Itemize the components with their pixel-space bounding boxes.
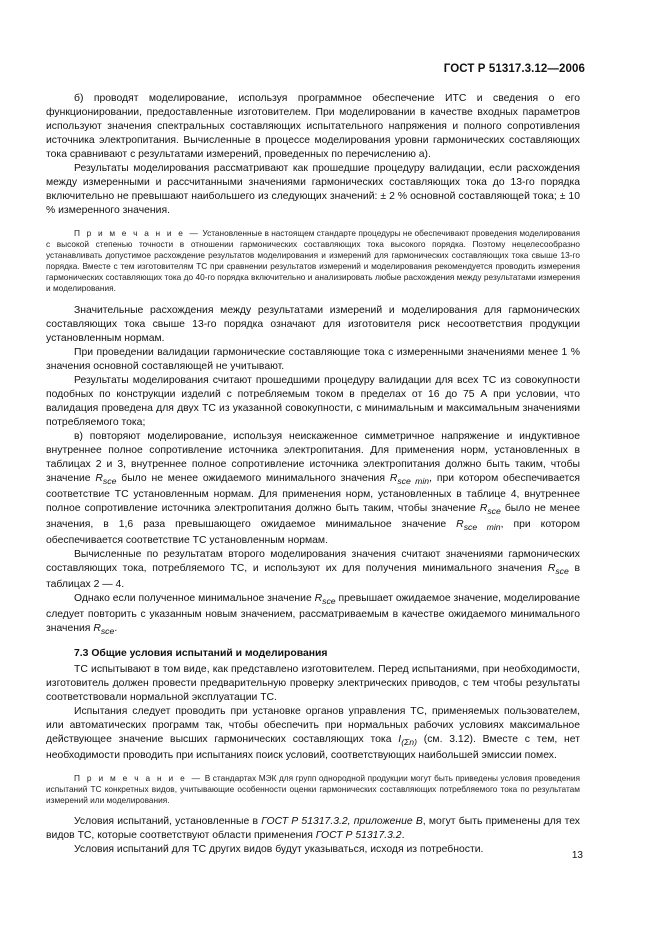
note-lead: П р и м е ч а н и е — — [74, 228, 201, 238]
paragraph: Результаты моделирования считают прошедшими процедуру валидации для всех ТС из совокупности подобных по конструкции изделий с потребляемым током в пределах от 16 до 75 А при условии, что валидация проведена для двух ТС из указанной совокупности, с минимальным и максимальным значениями потребляемого тока; — [46, 374, 580, 428]
document-number-header: ГОСТ Р 51317.3.12—2006 — [443, 63, 585, 75]
text-run: в таблицах 2 — 4. — [46, 562, 580, 590]
note — [46, 228, 580, 295]
note-lead: П р и м е ч а н и е — — [74, 773, 203, 784]
paragraph: б) проводят моделирование, используя программное обеспечение ИТС и сведения о его функционировании, предоставленные изготовителем. При моделировании в качестве входных параметров используют значения спектральных составляющих испытательного напряжения и полного сопротивления источника электропитания. Вычисленные в процессе моделирования уровни гармонических составляющих тока сравнивают с результатами измерений, проведенных по перечислению а). — [46, 93, 580, 160]
text-run: Вычисленные по результатам второго моделирования значения считают значениями гармонических составляющих тока, потребляемого ТС, и используют их для получения минимального значения — [46, 548, 580, 574]
symbol-rsce: $R_{sce}$ — [479, 502, 501, 516]
symbol-rsce: $R_{sce}$ — [314, 592, 336, 606]
section-heading: 7.3 Общие условия испытаний и моделирования — [74, 648, 328, 660]
paragraph — [46, 815, 580, 843]
text-run: . — [114, 622, 118, 634]
symbol-rsce: $R_{sce}$ — [547, 562, 569, 576]
text-run: было не менее значения, в 1,6 раза превышающего ожидаемое минимальное значение — [46, 502, 581, 530]
symbol-rsce-min: $R_{sce min}$ — [389, 472, 430, 486]
paragraph — [46, 705, 580, 763]
text-run: превышает ожидаемое значение, моделирование следует повторить с указанным новым значением, рассматриваемым в качестве ожидаемого минимального значения — [46, 592, 581, 634]
symbol-rsce: $R_{sce}$ — [95, 472, 117, 486]
document-body — [46, 92, 580, 857]
text-run: (см. 3.12). Вместе с тем, нет необходимости проводить при испытаниях поиск условий, соответствующих наибольшей эмиссии помех. — [46, 734, 580, 762]
paragraph: Значительные расхождения между результатами измерений и моделирования для гармонических составляющих тока свыше 13-го порядка означают для изготовителя риск несоответствия продукции установленным нормам. — [46, 304, 580, 344]
paragraph: Результаты моделирования рассматривают как прошедшие процедуру валидации, если расхождения между измеренными и рассчитанными значениями гармонических составляющих тока до 13-го порядка включительно не превышают наибольшего из следующих значений: ± 2 % основной составляющей тока; ± 10 % измеренного значения. — [46, 163, 580, 216]
note-text: Установленные в настоящем стандарте процедуры не обеспечивают проведения моделирования с высокой степенью точности в отношении гармонических составляющих тока высокого порядка. Поэтому нецелесообразно устанавливать допустимое расхождение результатов моделирования и измерений для гармонических составляющих тока свыше 13-го порядка. Вместе с тем изготовителям ТС при сравнении результатов измерений и моделирования рекомендуется проводить измерения гармонических составляющих тока до 40-го порядка включительно и анализировать любые расхождения между результатами измерения и моделирования. — [46, 228, 580, 294]
text-run: Испытания следует проводить при установке органов управления ТС, применяемых пользователем, или автоматических программ так, чтобы обеспечить при нормальных рабочих условиях максимальное действующее значение высших гармонических составляющих тока — [46, 706, 580, 746]
paragraph: Условия испытаний для ТС других видов будут указываться, исходя из потребности. — [74, 844, 484, 856]
text-run: , могут быть применены для тех видов ТС, которые соответствуют области применения — [46, 816, 580, 842]
paragraph: ТС испытывают в том виде, как представлено изготовителем. Перед испытаниями, при необходимости, изготовитель должен провести предварительную проверку электрических приводов, с тем чтобы результаты соответствовали нормальной эксплуатации ТС. — [46, 664, 580, 704]
page-number: 13 — [571, 850, 583, 861]
note — [46, 773, 580, 806]
text-run: . — [401, 830, 405, 842]
paragraph: При проведении валидации гармонические составляющие тока с измеренными значениями менее 1 % значения основной составляющей не учитывают. — [46, 346, 580, 372]
text-run: в) повторяют моделирование, используя неискаженное симметричное напряжение и индуктивное внутреннее полное сопротивление источника электропитания. Для применения норм, установленных в таблицах 2 и 3, внутреннее полное сопротивление источника электропитания должно быть таким, чтобы значение — [46, 430, 580, 484]
symbol-rsce: $R_{sce}$ — [93, 622, 115, 637]
note-text: В стандартах МЭК для групп однородной продукции могут быть приведены условия проведения испытаний ТС конкретных видов, учитывающие особенности оценки гармонических составляющих потребляемого тока по результатам измерений или моделирования. — [46, 773, 580, 806]
paragraph — [46, 592, 580, 638]
standard-reference: ГОСТ Р 51317.3.2, приложение В — [261, 816, 423, 828]
symbol-i-sigma-n: $I_{(\Sigma n)}$ — [398, 734, 417, 748]
paragraph — [46, 548, 580, 592]
symbol-rsce-min: $R_{sce min}$ — [456, 518, 501, 532]
text-run: , при котором обеспечивается соответствие ТС установленным нормам. Для применения норм, установленных в таблице 4, внутреннее полное сопротивление источника электропитания должно быть таким, чтобы значение — [46, 472, 581, 514]
standard-reference: ГОСТ Р 51317.3.2 — [315, 830, 402, 842]
text-run: Условия испытаний, установленные в — [74, 816, 262, 828]
paragraph — [46, 430, 580, 548]
text-run: было не менее ожидаемого минимального значения — [116, 472, 390, 484]
text-run: Однако если полученное минимальное значение — [74, 592, 315, 604]
text-run: , при котором обеспечивается соответствие ТС установленным нормам. — [46, 518, 580, 546]
